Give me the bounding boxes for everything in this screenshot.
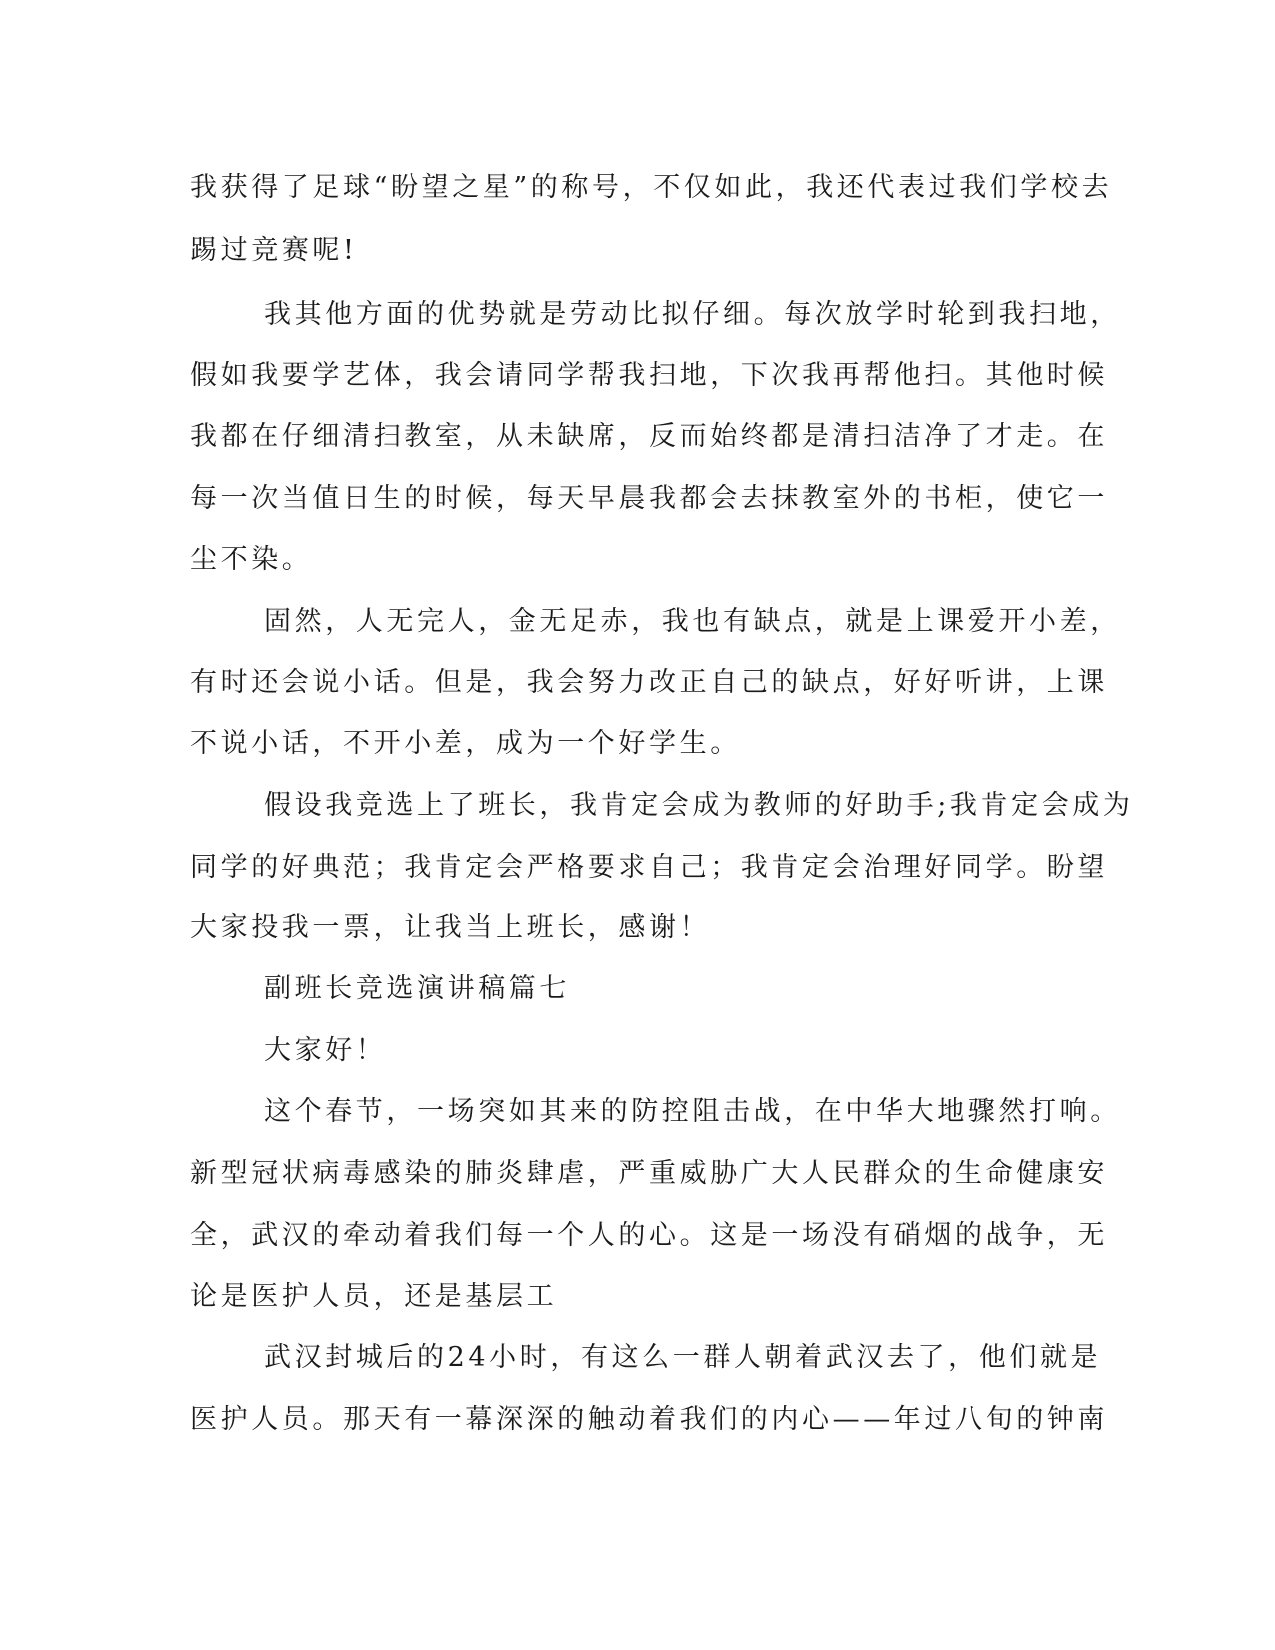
paragraph-first-line: 假设我竞选上了班长，我肯定会成为教师的好助手;我肯定会成为 [264,790,1134,821]
paragraph-first-line: 这个春节，一场突如其来的防控阻击战，在中华大地骤然打响。 [264,1096,1121,1127]
text-line: 每一次当值日生的时候，每天早晨我都会去抹教室外的书柜，使它一 [190,483,1108,514]
paragraph-first-line: 武汉封城后的24小时，有这么一群人朝着武汉去了，他们就是 [264,1342,1102,1373]
text-line: 全，武汉的牵动着我们每一个人的心。这是一场没有硝烟的战争，无 [190,1220,1108,1251]
text-line: 有时还会说小话。但是，我会努力改正自己的缺点，好好听讲，上课 [190,667,1108,698]
text-line: 不说小话，不开小差，成为一个好学生。 [190,728,741,759]
text-line: 我获得了足球“盼望之星”的称号，不仅如此，我还代表过我们学校去 [190,172,1113,203]
paragraph-first-line: 我其他方面的优势就是劳动比拟仔细。每次放学时轮到我扫地， [264,299,1121,330]
text-line: 我都在仔细清扫教室，从未缺席，反而始终都是清扫洁净了才走。在 [190,421,1108,452]
paragraph-first-line: 固然，人无完人，金无足赤，我也有缺点，就是上课爱开小差， [264,606,1121,637]
text-line: 同学的好典范；我肯定会严格要求自己；我肯定会治理好同学。盼望 [190,852,1108,883]
text-line: 踢过竞赛呢! [190,235,358,266]
text-line: 论是医护人员，还是基层工 [190,1281,558,1312]
text-line: 假如我要学艺体，我会请同学帮我扫地，下次我再帮他扫。其他时候 [190,360,1108,391]
text-line: 大家投我一票，让我当上班长，感谢！ [190,912,711,943]
text-line: 医护人员。那天有一幕深深的触动着我们的内心——年过八旬的钟南 [190,1404,1108,1435]
text-line: 尘不染。 [190,544,313,575]
text-line: 新型冠状病毒感染的肺炎肆虐，严重威胁广大人民群众的生命健康安 [190,1158,1108,1189]
section-heading: 副班长竞选演讲稿篇七 [264,973,570,1004]
greeting: 大家好！ [264,1035,387,1066]
